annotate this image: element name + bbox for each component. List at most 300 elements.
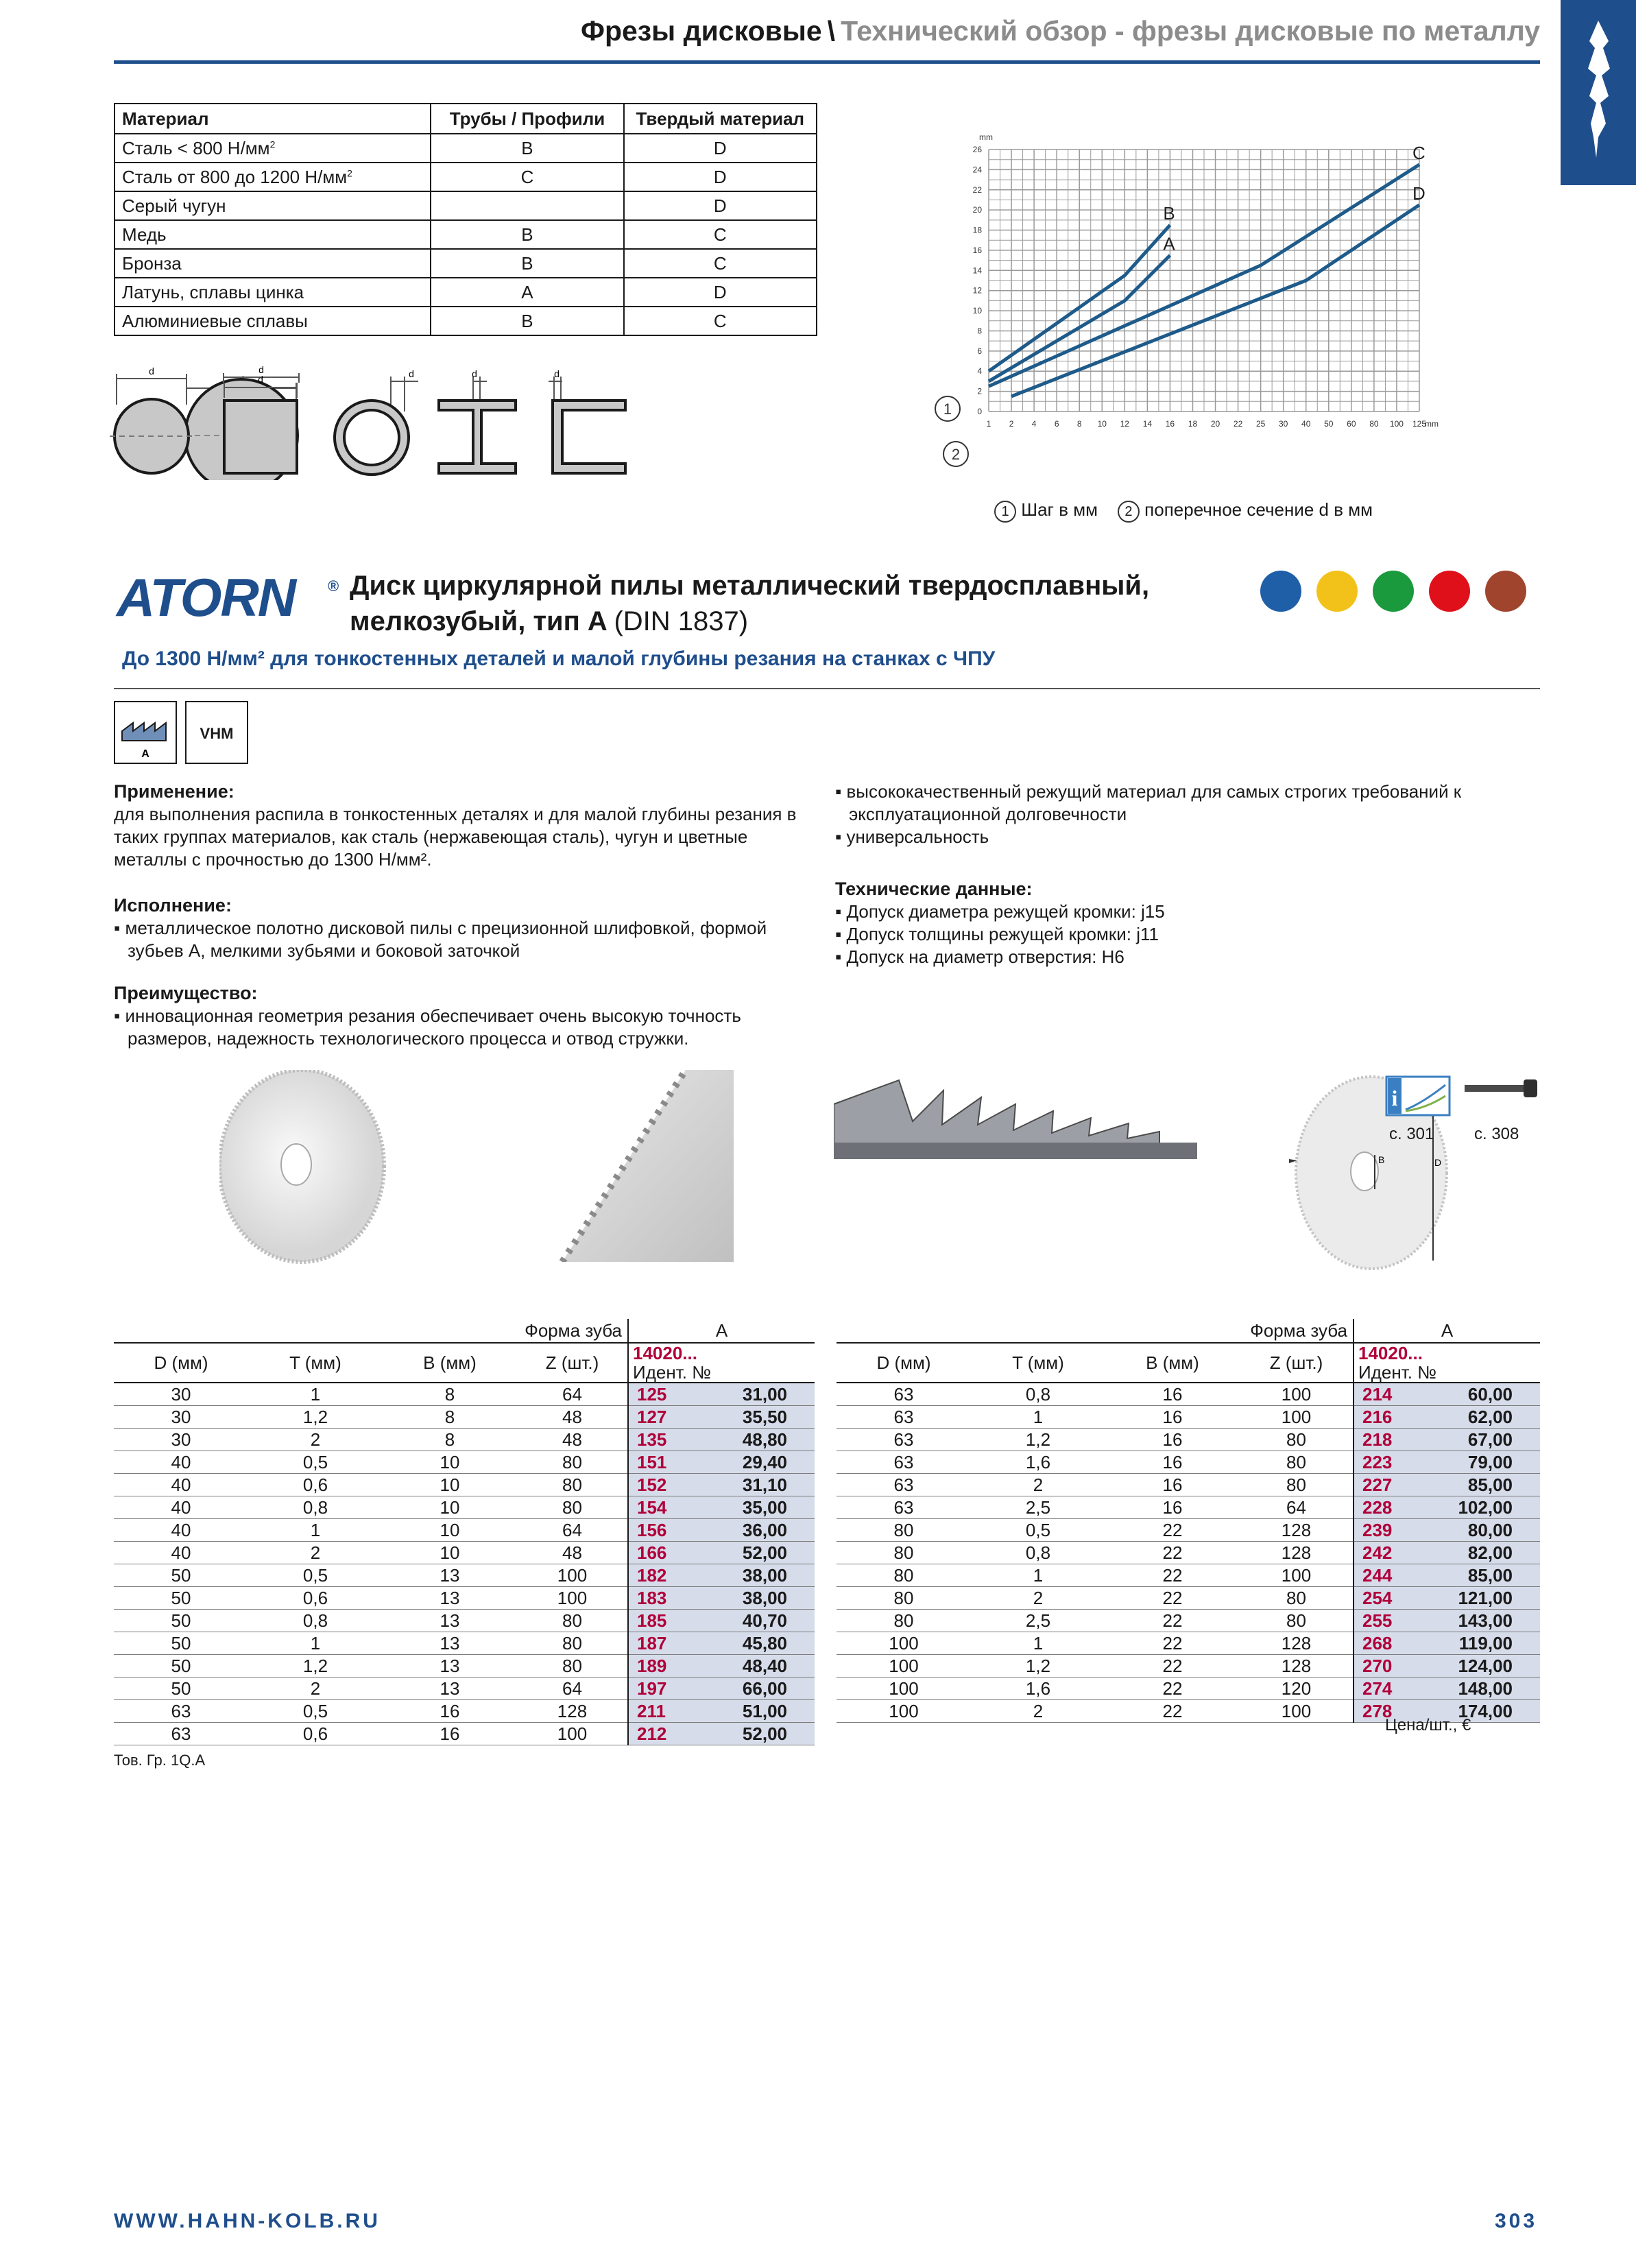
cell-d: 63 (837, 1496, 971, 1519)
chart-y-tick: 0 (977, 407, 982, 416)
cell-ident: 254 (1354, 1587, 1419, 1610)
chart-y-tick: 12 (972, 285, 982, 296)
cell-ident: 135 (628, 1429, 694, 1451)
cell-price: 148,00 (1419, 1678, 1540, 1700)
cell-price: 36,00 (694, 1519, 815, 1542)
product-group: Тов. Гр. 1Q.A (114, 1752, 206, 1769)
price-row (114, 1429, 815, 1451)
cell-z: 100 (517, 1564, 628, 1587)
price-row (837, 1451, 1540, 1474)
cell-b: 10 (383, 1542, 517, 1564)
material-solid: D (624, 278, 817, 307)
cell-ident: 211 (628, 1700, 694, 1723)
cell-t: 0,5 (248, 1451, 383, 1474)
cell-t: 0,5 (248, 1564, 383, 1587)
cell-price: 143,00 (1419, 1610, 1540, 1632)
cell-t: 1 (971, 1564, 1105, 1587)
material-solid: D (624, 163, 817, 191)
chart-x-tick: 4 (1031, 419, 1037, 429)
chart-x-tick: 22 (1233, 419, 1243, 429)
price-row (837, 1610, 1540, 1632)
cell-ident: 227 (1354, 1474, 1419, 1496)
col-ident-2 (1354, 1343, 1540, 1383)
cell-b: 22 (1105, 1519, 1240, 1542)
cell-z: 80 (1240, 1610, 1354, 1632)
cell-price: 124,00 (1419, 1655, 1540, 1678)
svg-text:d: d (258, 374, 263, 385)
cell-t: 2 (971, 1700, 1105, 1723)
cell-t: 0,5 (971, 1519, 1105, 1542)
cell-d: 80 (837, 1610, 971, 1632)
cell-d: 40 (114, 1451, 248, 1474)
cell-price: 48,40 (694, 1655, 815, 1678)
chart-series-label: C (1412, 143, 1426, 164)
col-profiles: Трубы / Профили (431, 104, 623, 134)
chart-axis-marker-label: 2 (951, 446, 961, 463)
cell-z: 128 (1240, 1655, 1354, 1678)
col-d: D (мм) (114, 1343, 248, 1383)
cell-price: 85,00 (1419, 1564, 1540, 1587)
cell-b: 16 (1105, 1406, 1240, 1429)
cell-d: 30 (114, 1429, 248, 1451)
cell-z: 128 (1240, 1519, 1354, 1542)
cell-z: 120 (1240, 1678, 1354, 1700)
cell-price: 35,00 (694, 1496, 815, 1519)
material-solid: C (624, 249, 817, 278)
tech-heading: Технические данные: (835, 879, 1033, 899)
cell-t: 2 (248, 1678, 383, 1700)
cell-b: 16 (1105, 1451, 1240, 1474)
saw-disc-image (219, 1070, 446, 1276)
col-material: Материал (115, 104, 431, 134)
price-row (114, 1496, 815, 1519)
material-solid: D (624, 191, 817, 220)
price-row (114, 1632, 815, 1655)
cell-b: 22 (1105, 1655, 1240, 1678)
cell-price: 82,00 (1419, 1542, 1540, 1564)
price-row (114, 1678, 815, 1700)
chart-x-tick: 10 (1097, 419, 1107, 429)
application-block (114, 780, 813, 871)
chart-y-tick: 26 (972, 145, 982, 154)
cell-price: 67,00 (1419, 1429, 1540, 1451)
cell-ident: 239 (1354, 1519, 1419, 1542)
cell-z: 64 (517, 1519, 628, 1542)
cell-d: 40 (114, 1496, 248, 1519)
cell-t: 2 (971, 1587, 1105, 1610)
channel-icon (549, 368, 625, 473)
cell-price: 45,80 (694, 1632, 815, 1655)
chart-y-tick: 22 (972, 184, 982, 195)
material-name: Сталь от 800 до 1200 $Н/мм^2$ (115, 163, 431, 191)
cell-ident: 278 (1354, 1700, 1419, 1723)
cell-t: 0,8 (971, 1383, 1105, 1406)
chart-x-tick: 16 (1165, 419, 1175, 429)
cell-price: 40,70 (694, 1610, 815, 1632)
tech-data-block (835, 878, 1535, 968)
cell-ident: 185 (628, 1610, 694, 1632)
cell-z: 80 (517, 1496, 628, 1519)
cell-t: 1,2 (971, 1429, 1105, 1451)
chart-x-tick: 50 (1324, 419, 1334, 429)
price-note: Цена/шт., € (1385, 1716, 1471, 1734)
cell-ident: 255 (1354, 1610, 1419, 1632)
material-dot-yellow (1316, 571, 1358, 612)
ident-prefix: 14020... (633, 1343, 697, 1363)
chart-y-unit: mm (979, 132, 993, 142)
chart-x-tick: 25 (1255, 419, 1266, 429)
execution-block (114, 894, 813, 962)
chart-x-tick: 100 (1389, 419, 1404, 429)
cell-price: 174,00 (1419, 1700, 1540, 1723)
material-dot-green (1373, 571, 1414, 612)
cell-z: 100 (1240, 1406, 1354, 1429)
cell-z: 100 (517, 1587, 628, 1610)
svg-text:ATORN: ATORN (117, 568, 296, 625)
cell-b: 13 (383, 1587, 517, 1610)
vhm-icon: VHM (185, 701, 248, 764)
advantage-block (114, 982, 813, 1050)
cell-b: 8 (383, 1429, 517, 1451)
svg-text:D: D (1434, 1157, 1442, 1168)
price-row (837, 1678, 1540, 1700)
application-body: для выполнения распила в тонкостенных деталях и для малой глубины резания в таких группах материалов, как сталь (нержавеющая сталь), чугун и цветные металлы с прочностью до 1300 Н/мм². (114, 804, 797, 870)
cell-z: 80 (1240, 1474, 1354, 1496)
tech-item-1: ▪ Допуск диаметра режущей кромки: j15 (835, 900, 1535, 923)
svg-text:i: i (1391, 1086, 1398, 1110)
chart-series-label: B (1163, 203, 1175, 224)
cell-ident: 244 (1354, 1564, 1419, 1587)
cell-price: 60,00 (1419, 1383, 1540, 1406)
cell-d: 80 (837, 1542, 971, 1564)
chart-y-tick: 6 (977, 346, 982, 356)
feature-item-1: ▪ высококачественный режущий материал для самых строгих требований к эксплуатационной долговечности (835, 780, 1535, 826)
cell-price: 48,80 (694, 1429, 815, 1451)
chart-x-tick: 125 (1412, 419, 1427, 429)
chart-x-tick: 18 (1188, 419, 1198, 429)
col-solid: Твердый материал (624, 104, 817, 134)
cell-d: 63 (837, 1383, 971, 1406)
cell-z: 48 (517, 1406, 628, 1429)
cell-z: 48 (517, 1429, 628, 1451)
cell-t: 1,2 (248, 1655, 383, 1678)
cell-price: 38,00 (694, 1587, 815, 1610)
cell-ident: 125 (628, 1383, 694, 1406)
info-chart-icon[interactable] (1385, 1075, 1451, 1117)
price-row (837, 1587, 1540, 1610)
cell-z: 80 (1240, 1587, 1354, 1610)
cell-t: 1 (248, 1632, 383, 1655)
col-ident (628, 1343, 815, 1383)
tooth-profile-image (834, 1070, 1197, 1159)
material-solid: D (624, 134, 817, 163)
cell-t: 2,5 (971, 1610, 1105, 1632)
cell-t: 1 (971, 1632, 1105, 1655)
cell-z: 80 (517, 1632, 628, 1655)
cell-ident: 212 (628, 1723, 694, 1745)
chart-x-tick: 2 (1009, 419, 1014, 429)
cell-t: 2 (971, 1474, 1105, 1496)
cell-t: 1 (248, 1383, 383, 1406)
i-beam-icon (439, 368, 516, 473)
tooth-form-label: Форма зуба (525, 1320, 622, 1341)
svg-text:d: d (472, 368, 477, 379)
svg-text:B: B (1378, 1154, 1385, 1165)
material-dot-red (1429, 571, 1470, 612)
price-row (837, 1542, 1540, 1564)
cell-z: 80 (1240, 1451, 1354, 1474)
chart-y-tick: 10 (972, 306, 982, 316)
cell-price: 121,00 (1419, 1587, 1540, 1610)
cell-b: 16 (383, 1700, 517, 1723)
cell-d: 63 (114, 1723, 248, 1745)
price-row (837, 1564, 1540, 1587)
chart-axis-marker-label: 1 (943, 401, 952, 418)
price-row (837, 1429, 1540, 1451)
cell-ident: 187 (628, 1632, 694, 1655)
price-row (114, 1655, 815, 1678)
cell-ident: 154 (628, 1496, 694, 1519)
price-row (114, 1564, 815, 1587)
page-number: 303 (1495, 2210, 1538, 2232)
tech-item-2: ▪ Допуск толщины режущей кромки: j11 (835, 923, 1535, 946)
cell-b: 13 (383, 1655, 517, 1678)
saw-teeth-closeup-image (549, 1070, 741, 1262)
cell-d: 63 (837, 1429, 971, 1451)
cell-ident: 197 (628, 1678, 694, 1700)
cell-b: 22 (1105, 1587, 1240, 1610)
price-row (837, 1496, 1540, 1519)
cell-d: 50 (114, 1678, 248, 1700)
chart-x-tick: 20 (1210, 419, 1220, 429)
cell-ident: 270 (1354, 1655, 1419, 1678)
cell-d: 30 (114, 1383, 248, 1406)
cell-ident: 152 (628, 1474, 694, 1496)
ident-label: Идент. № (633, 1362, 712, 1383)
cell-price: 66,00 (694, 1678, 815, 1700)
material-name: Сталь < 800 $Н/мм^2$ (115, 134, 431, 163)
price-row (114, 1519, 815, 1542)
price-row (114, 1451, 815, 1474)
cell-b: 13 (383, 1564, 517, 1587)
material-name: Серый чугун (115, 191, 431, 220)
cell-price: 80,00 (1419, 1519, 1540, 1542)
cell-t: 1,2 (248, 1406, 383, 1429)
material-dot-brown (1485, 571, 1526, 612)
cell-ident: 127 (628, 1406, 694, 1429)
chart-y-tick: 2 (977, 386, 982, 396)
cell-d: 100 (837, 1655, 971, 1678)
cell-d: 40 (114, 1474, 248, 1496)
cell-t: 0,6 (248, 1474, 383, 1496)
cell-t: 1,2 (971, 1655, 1105, 1678)
chart-x-tick: 14 (1142, 419, 1153, 429)
feature-item-2: ▪ универсальность (835, 826, 1535, 848)
chart-x-tick: 6 (1054, 419, 1059, 429)
price-row (114, 1406, 815, 1429)
material-profiles: B (431, 307, 623, 335)
cell-b: 22 (1105, 1542, 1240, 1564)
cell-price: 51,00 (694, 1700, 815, 1723)
cell-d: 50 (114, 1587, 248, 1610)
material-profiles: B (431, 249, 623, 278)
svg-text:d: d (258, 364, 264, 375)
cell-t: 0,5 (248, 1700, 383, 1723)
price-row (837, 1655, 1540, 1678)
cell-price: 52,00 (694, 1542, 815, 1564)
cell-price: 102,00 (1419, 1496, 1540, 1519)
tooth-form-label-2: Форма зуба (1250, 1320, 1347, 1341)
header-subtitle: Технический обзор - фрезы дисковые по металлу (841, 15, 1540, 47)
cell-z: 80 (1240, 1429, 1354, 1451)
cell-t: 0,8 (971, 1542, 1105, 1564)
chart-series-label: D (1412, 182, 1426, 204)
cell-b: 22 (1105, 1632, 1240, 1655)
price-row (837, 1519, 1540, 1542)
arbor-bolt-icon[interactable] (1465, 1078, 1540, 1099)
chart-y-tick: 18 (972, 225, 982, 235)
col-z-2: Z (шт.) (1240, 1343, 1354, 1383)
svg-text:d: d (554, 368, 560, 379)
price-row (114, 1587, 815, 1610)
cell-b: 8 (383, 1406, 517, 1429)
cell-ident: 242 (1354, 1542, 1419, 1564)
product-subtitle: До 1300 Н/мм² для тонкостенных деталей и малой глубины резания на станках с ЧПУ (122, 647, 996, 670)
svg-text:d: d (149, 366, 154, 377)
product-title-norm: (DIN 1837) (614, 606, 749, 636)
cell-b: 13 (383, 1632, 517, 1655)
cell-b: 16 (1105, 1496, 1240, 1519)
material-profiles: A (431, 278, 623, 307)
cell-ident: 216 (1354, 1406, 1419, 1429)
col-b-2: B (мм) (1105, 1343, 1240, 1383)
cell-ident: 151 (628, 1451, 694, 1474)
cell-price: 79,00 (1419, 1451, 1540, 1474)
cell-z: 128 (517, 1700, 628, 1723)
ref-page-301[interactable]: с. 301 (1389, 1125, 1434, 1143)
cell-b: 8 (383, 1383, 517, 1406)
price-row (114, 1723, 815, 1745)
material-profiles: C (431, 163, 623, 191)
cell-t: 2 (248, 1542, 383, 1564)
price-row (837, 1632, 1540, 1655)
col-t: T (мм) (248, 1343, 383, 1383)
price-row (837, 1383, 1540, 1406)
material-name: Бронза (115, 249, 431, 278)
cell-z: 100 (517, 1723, 628, 1745)
footer-url[interactable]: WWW.HAHN-KOLB.RU (114, 2210, 381, 2232)
cell-d: 40 (114, 1519, 248, 1542)
cell-z: 80 (517, 1474, 628, 1496)
cell-t: 0,8 (248, 1610, 383, 1632)
advantage-heading: Преимущество: (114, 983, 258, 1003)
cell-d: 100 (837, 1700, 971, 1723)
square-icon (224, 374, 297, 473)
product-title (350, 568, 1227, 639)
tech-item-3: ▪ Допуск на диаметр отверстия: H6 (835, 946, 1535, 968)
col-d-2: D (мм) (837, 1343, 971, 1383)
material-dot-blue (1260, 571, 1301, 612)
cell-ident: 182 (628, 1564, 694, 1587)
header-separator: \ (827, 15, 836, 47)
cell-b: 10 (383, 1474, 517, 1496)
cell-b: 13 (383, 1678, 517, 1700)
price-row (114, 1383, 815, 1406)
cell-z: 64 (1240, 1496, 1354, 1519)
chart-x-tick: 80 (1369, 419, 1379, 429)
cell-d: 100 (837, 1632, 971, 1655)
cell-t: 2,5 (971, 1496, 1105, 1519)
cell-t: 0,8 (248, 1496, 383, 1519)
cell-d: 50 (114, 1632, 248, 1655)
chart-x-tick: 40 (1301, 419, 1311, 429)
cell-b: 22 (1105, 1564, 1240, 1587)
execution-heading: Исполнение: (114, 895, 232, 916)
chart-y-tick: 16 (972, 245, 982, 255)
cell-z: 128 (1240, 1542, 1354, 1564)
cell-d: 80 (837, 1564, 971, 1587)
cell-ident: 218 (1354, 1429, 1419, 1451)
cell-t: 1,6 (971, 1678, 1105, 1700)
cell-d: 80 (837, 1519, 971, 1542)
ident-label-2: Идент. № (1358, 1362, 1437, 1383)
chart-y-tick: 4 (977, 366, 982, 377)
cell-d: 63 (837, 1451, 971, 1474)
cell-price: 31,10 (694, 1474, 815, 1496)
chart-y-tick: 14 (972, 265, 982, 276)
cell-d: 30 (114, 1406, 248, 1429)
cell-z: 80 (517, 1451, 628, 1474)
chart-x-tick: 60 (1347, 419, 1356, 429)
cell-price: 52,00 (694, 1723, 815, 1745)
price-table-right (837, 1319, 1540, 1723)
chart-x-unit: mm (1425, 419, 1439, 429)
material-name: Латунь, сплавы цинка (115, 278, 431, 307)
cell-z: 100 (1240, 1564, 1354, 1587)
price-row (114, 1474, 815, 1496)
tooth-form-a-icon (114, 701, 177, 764)
cell-z: 64 (517, 1678, 628, 1700)
cell-b: 10 (383, 1519, 517, 1542)
cell-price: 119,00 (1419, 1632, 1540, 1655)
cell-ident: 223 (1354, 1451, 1419, 1474)
chart-x-tick: 8 (1076, 419, 1082, 429)
cell-ident: 189 (628, 1655, 694, 1678)
chart-y-tick: 24 (972, 165, 982, 175)
cell-z: 64 (517, 1383, 628, 1406)
price-row (837, 1474, 1540, 1496)
svg-text:A: A (141, 748, 149, 760)
svg-text:d: d (409, 368, 414, 379)
cell-d: 50 (114, 1564, 248, 1587)
cell-b: 10 (383, 1496, 517, 1519)
atorn-logo (114, 568, 340, 625)
cell-b: 22 (1105, 1678, 1240, 1700)
cell-z: 100 (1240, 1383, 1354, 1406)
cell-ident: 274 (1354, 1678, 1419, 1700)
chart-x-tick: 1 (986, 419, 991, 429)
cell-z: 48 (517, 1542, 628, 1564)
tooth-form-value-2: A (1354, 1319, 1540, 1343)
cell-ident: 166 (628, 1542, 694, 1564)
cell-ident: 156 (628, 1519, 694, 1542)
cell-b: 16 (1105, 1474, 1240, 1496)
right-features-block (835, 780, 1535, 848)
cell-b: 13 (383, 1610, 517, 1632)
chart-y-tick: 8 (977, 326, 982, 336)
legend-marker-2: 2 (1118, 501, 1140, 523)
ref-page-308[interactable]: с. 308 (1474, 1125, 1519, 1143)
